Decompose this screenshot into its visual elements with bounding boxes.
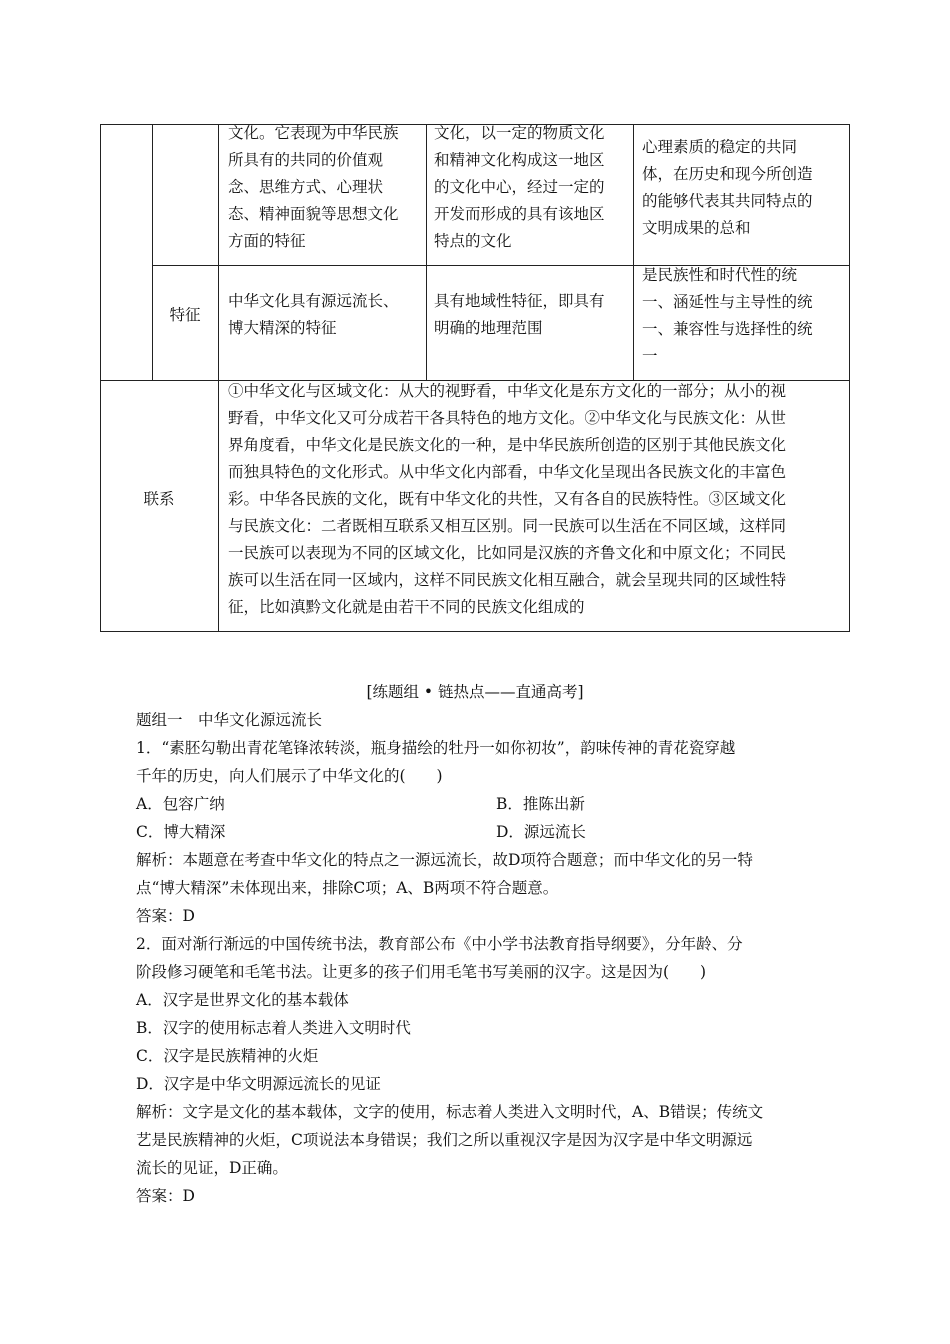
question-1: 1．“素胚勾勒出青花笔锋浓转淡，瓶身描绘的牡丹一如你初妆”，韵味传神的青花瓷穿越 千年的历史，向人们展示了中华文化的( ) A．包容广纳 B．推陈出新 C．博大精深 D．源远流长 解析：本题意在考查中华文化的特点之一源远流长，故D项符合题意；而中华文化的另一特 点“博大精深”未体现出来，排除C项；A、B两项不符合题意。 答案：D [136,734,836,930]
row2-col-b: 具有地域性特征，即具有 明确的地理范围 [434,292,605,337]
q2-option-d: D．汉字是中华文明源远流长的见证 [136,1075,381,1093]
q2-option-a: A．汉字是世界文化的基本载体 [136,991,349,1009]
q1-analysis: 解析：本题意在考查中华文化的特点之一源远流长，故D项符合题意；而中华文化的另一特 [136,851,753,869]
row1-col-a: 文化。它表现为中华民族 所具有的共同的价值观 念、思维方式、心理状 态、精神面貌等思想文化 方面的特征 [228,124,399,250]
q2-option-b: B．汉字的使用标志着人类进入文明时代 [136,1019,411,1037]
row3-label: 联系 [143,490,175,508]
row2-col-a: 中华文化具有源远流长、 博大精深的特征 [228,292,399,337]
q1-answer: 答案：D [136,907,195,925]
row1-col-c: 心理素质的稳定的共同 体，在历史和现今所创造 的能够代表其共同特点的 文明成果的总和 [642,138,813,237]
group-title: 题组一 中华文化源远流长 [136,711,323,729]
practice-content [136,706,836,1210]
q2-analysis: 解析：文字是文化的基本载体，文字的使用，标志着人类进入文明时代，A、B错误；传统文 [136,1103,764,1121]
q2-option-c: C．汉字是民族精神的火炬 [136,1047,319,1065]
q1-option-c: C．博大精深 [136,823,226,841]
q1-option-b: B．推陈出新 [496,795,585,813]
practice-heading: [练题组 • 链热点——直通高考] [366,683,584,701]
question-2: 2．面对渐行渐远的中国传统书法，教育部公布《中小学书法教育指导纲要》，分年龄、分 阶段修习硬笔和毛笔书法。让更多的孩子们用毛笔书写美丽的汉字。这是因为( ) A．汉字是世界文化的基本载体 B．汉字的使用标志着人类进入文明时代 C．汉字是民族精神的火炬 D．汉字是中华文明源远流长的见证 解析：文字是文化的基本载体，文字的使用，标志着人类进入文明时代，A、B错误；传统文 艺是民族精神的火炬，C项说法本身错误；我们之所以重视汉字是因为汉字是中华文明源远 流长的见证，D正确。 答案：D [136,930,836,1210]
row1-col-b: 文化，以一定的物质文化 和精神文化构成这一地区 的文化中心，经过一定的 开发而形成的具有该地区 特点的文化 [434,124,605,250]
q1-option-d: D．源远流长 [496,823,586,841]
row2-label: 特征 [169,306,201,324]
q2-answer: 答案：D [136,1187,195,1205]
row3-content: ①中华文化与区域文化：从大的视野看，中华文化是东方文化的一部分；从小的视 野看，中华文化又可分成若干各具特色的地方文化。②中华文化与民族文化：从世 界角度看，中华文化是民族文化的一种，是中华民族所创造的区别于其他民族文化 而独具特色的文化形式。从中华文化内部看，中华文化呈现出各民族文化的丰富色 彩。中华各民族的文化，既有中华文化的共性，又有各自的民族特性。③区域文化 与民族文化：二者既相互联系又相互区别。同一民族可以生活在不同区域，这样同 一民族可以表现为不同的区域文化，比如同是汉族的齐鲁文化和中原文化；不同民 族可以生活在同一区域内，这样不同民族文化相互融合，就会呈现共同的区域性特 征，比如滇黔文化就是由若干不同的民族文化组成的 [228,382,787,616]
q1-option-a: A．包容广纳 [136,795,225,813]
row2-col-c: 是民族性和时代性的统 一、涵延性与主导性的统 一、兼容性与选择性的统 一 [642,266,813,365]
